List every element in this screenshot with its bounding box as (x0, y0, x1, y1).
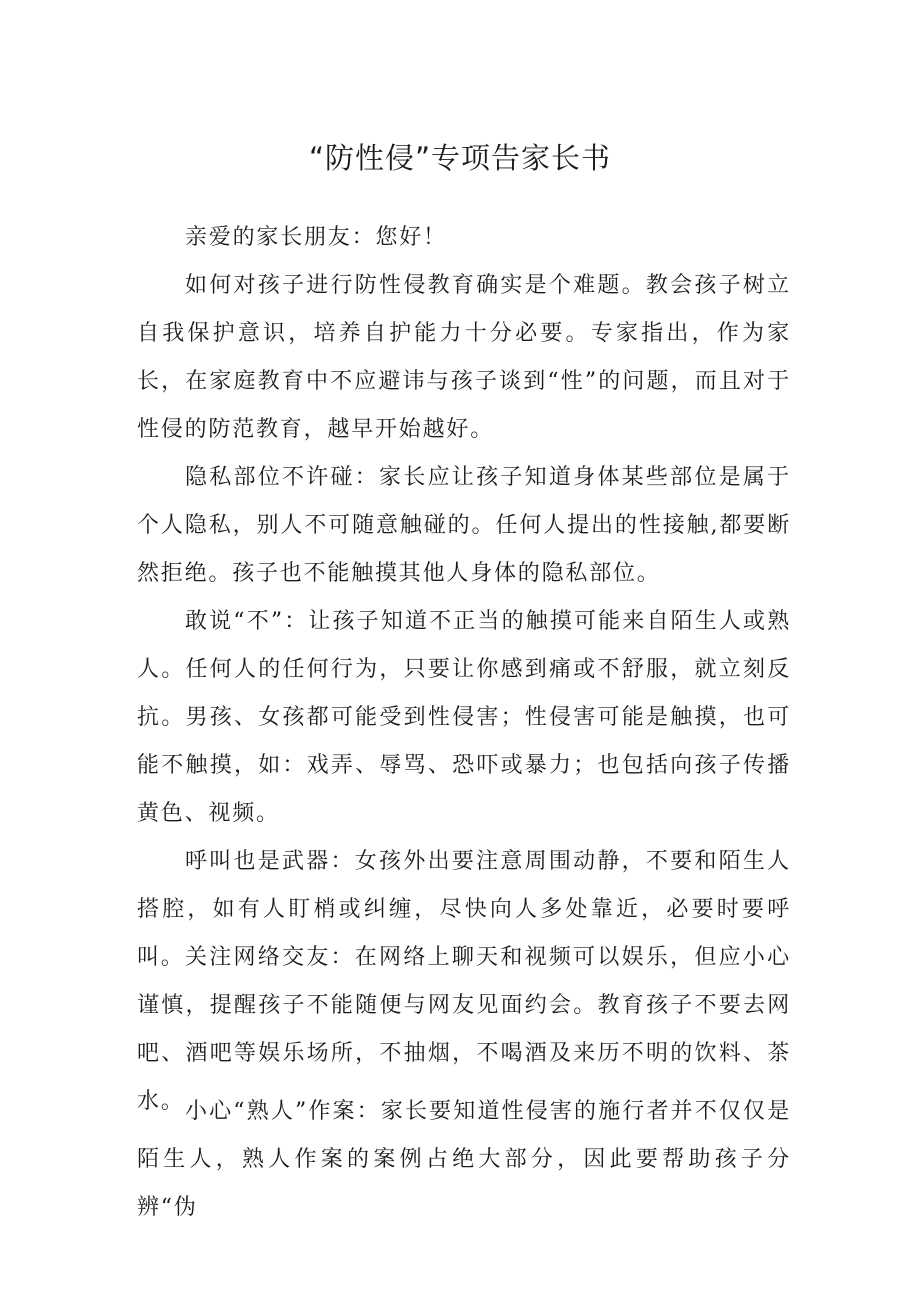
paragraph-intro: 如何对孩子进行防性侵教育确实是个难题。教会孩子树立自我保护意识，培养自护能力十分必要。专家指出，作为家长，在家庭教育中不应避讳与孩子谈到“性”的问题，而且对于性侵的防范教育，越早开始越好。 (137, 273, 791, 442)
paragraph-call-for-help: 呼叫也是武器：女孩外出要注意周围动静，不要和陌生人搭腔，如有人盯梢或纠缠，尽快向人多处靠近，必要时要呼叫。 (137, 849, 791, 970)
paragraph-say-no: 敢说“不”：让孩子知道不正当的触摸可能来自陌生人或熟人。任何人的任何行为，只要让你感到痛或不舒服，就立刻反抗。男孩、女孩都可能受到性侵害；性侵害可能是触摸，也可能不触摸，如：戏弄、辱骂、恐吓或暴力；也包括向孩子传播黄色、视频。 (137, 609, 791, 826)
document-title: “防性侵”专项告家长书 (308, 141, 612, 175)
paragraph-private-parts: 隐私部位不许碰：家长应让孩子知道身体某些部位是属于个人隐私，别人不可随意触碰的。任何人提出的性接触,都要断然拒绝。孩子也不能触摸其他人身体的隐私部位。 (137, 465, 791, 586)
paragraph-acquaintances: 小心“熟人”作案：家长要知道性侵害的施行者并不仅仅是陌生人，熟人作案的案例占绝大部分，因此要帮助孩子分辨“伪 (137, 1099, 791, 1220)
paragraph-online-friends: 关注网络交友：在网络上聊天和视频可以娱乐，但应小心谨慎，提醒孩子不能随便与网友见面约会。教育孩子不要去网吧、酒吧等娱乐场所，不抽烟，不喝酒及来历不明的饮料、茶水。 (137, 945, 791, 1114)
greeting-line: 亲爱的家长朋友：您好！ (185, 225, 447, 250)
